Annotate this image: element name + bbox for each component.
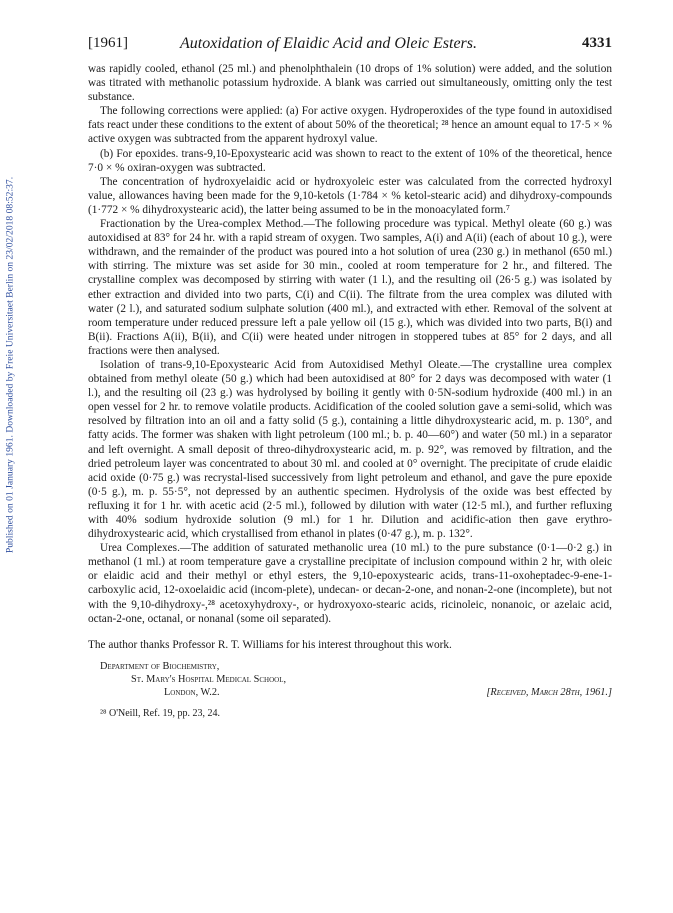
- address-line-city: [88, 686, 612, 699]
- page-number: 4331: [582, 35, 612, 51]
- paragraph: The concentration of hydroxyelaidic acid or hydroxyoleic ester was calculated from the corrected hydroxyl value, allowances having been made for the 9,10-ketols (1·784 × % ketol-stearic acid) and dihydroxy-compounds (1·772 × % dihydroxystearic acid), the latter being assumed to be in the monoacylated form.⁷: [88, 175, 612, 216]
- address-line: St. Mary's Hospital Medical School,: [131, 673, 287, 685]
- header-year: [1961]: [88, 35, 128, 51]
- received-date: [Received, March 28th, 1961.]: [486, 686, 612, 698]
- paragraph: The following corrections were applied: (a) For active oxygen. Hydroperoxides of the type found in autoxidised fats react under these conditions to the extent of about 50% of the theoretical; ²⁸ hence an amount equal to 17·5 × % active oxygen was subtracted from the apparent hydroxyl value.: [88, 105, 612, 146]
- download-note: Published on 01 January 1961. Downloaded by Freie Universitaet Berlin on 23/02/2018 08:52:37.: [4, 176, 16, 554]
- header-title: Autoxidation of Elaidic Acid and Oleic Esters.: [180, 35, 477, 52]
- address-city: London, W.2.: [164, 686, 220, 698]
- article-body: [88, 62, 612, 721]
- paragraph: (b) For epoxides. trans-9,10-Epoxystearic acid was shown to react to the extent of 10% of the theoretical, hence 7·0 × % oxiran-oxygen was subtracted.: [88, 147, 612, 174]
- author-address: [88, 660, 612, 699]
- acknowledgement: The author thanks Professor R. T. Williams for his interest throughout this work.: [88, 638, 452, 651]
- paragraph: Isolation of trans-9,10-Epoxystearic Acid from Autoxidised Methyl Oleate.—The crystalline urea complex obtained from methyl oleate (50 g.) which had been autoxidised at 80° for 2 days was decomposed with water (1 l.), and the resulting oil (23 g.) was hydrolysed by boiling it gently with 0·5N-sodium hydroxide (400 ml.) in an open vessel for 2 hr. to remove volatile products. Acidification of the cooled solution gave a semi-solid, which was resolved by filtration into an oil and a fatty solid (5 g.), containing a little dihydroxystearic acid, m. p. 130°, and fatty acids. The former was shaken with light petroleum (100 ml.; b. p. 40—60°) and water (50 ml.) in a separator and left overnight. A small deposit of threo-dihydroxystearic acid, m. p. 92°, was removed by filtration, and the dried petroleum layer was concentrated to about 30 ml. and cooled at 0° overnight. The precipitate of crude elaidic acid oxide (0·75 g.) was recrystal-lised successively from light petroleum and ethanol, and gave the pure epoxide (0·5 g.), m. p. 55·5°, not depressed by an authentic specimen. Hydrolysis of the oxide was best effected by refluxing it for 1 hr. with acetic acid (2·5 ml.), followed by dilution with water (12·5 ml.), and further refluxing with 40% sodium hydroxide solution (9 ml.) for 1 hr. Dilution and acidific-ation then gave erythro-dihydroxystearic acid, which crystallised from ethanol in plates (0·47 g.), m. p. 132°.: [88, 358, 612, 541]
- page-header: [88, 35, 612, 57]
- paragraph: Urea Complexes.—The addition of saturated methanolic urea (10 ml.) to the pure substance (0·1—0·2 g.) in methanol (1 ml.) at room temperature gave a crystalline precipitate of inclusion compound within 2 hr, with oleic or elaidic acid and their methyl or ethyl esters, the 9,10-epoxystearic acids, trans-11-oxoheptadec-9-ene-1-carboxylic acid, 12-oxoelaidic acid (incom-plete), undecan- or decan-2-one, and nonan-2-one (incomplete), but not with the 9,10-dihydroxy-,²⁸ acetoxyhydroxy-, or hydroxyoxo-stearic acids, ricinoleic, nonanoic, or azelaic acid, octan-2-one, octanal, or nonanal (some oil separated).: [88, 542, 612, 625]
- address-line: Department of Biochemistry,: [100, 660, 220, 672]
- paragraph: Fractionation by the Urea-complex Method.—The following procedure was typical. Methyl oleate (60 g.) was autoxidised at 83° for 24 hr. with a rapid stream of oxygen. Two samples, A(i) and A(ii) (each of about 10 g.), were withdrawn, and the remainder of the product was poured into a hot solution of urea (230 g.) in methanol (650 ml.) with stirring. The mixture was set aside for 30 min., cooled at room temperature for 2 hr., and filtered. The crystalline complex was decomposed by stirring with water (1 l.), and the resulting oil (26·5 g.) was isolated by ether extraction and divided into two parts, C(i) and C(ii). The filtrate from the urea complex was diluted with water (2 l.), and saturated sodium sulphate solution (400 ml.), and extracted with ether. Removal of the solvent at room temperature under reduced pressure left a pale yellow oil (15 g.), which was divided into two parts, B(i) and B(ii). Fractions A(ii), B(ii), and C(ii) were heated under nitrogen in stoppered tubes at 85° for 2 days, and all fractions were then analysed.: [88, 218, 612, 357]
- paragraph: was rapidly cooled, ethanol (25 ml.) and phenolphthalein (10 drops of 1% solution) were added, and the solution was titrated with methanolic potassium hydroxide. A blank was carried out simultaneously, omitting only the test substance.: [88, 63, 612, 104]
- download-note-sidebar: [2, 150, 18, 580]
- footnote: ²⁸ O'Neill, Ref. 19, pp. 23, 24.: [100, 707, 220, 719]
